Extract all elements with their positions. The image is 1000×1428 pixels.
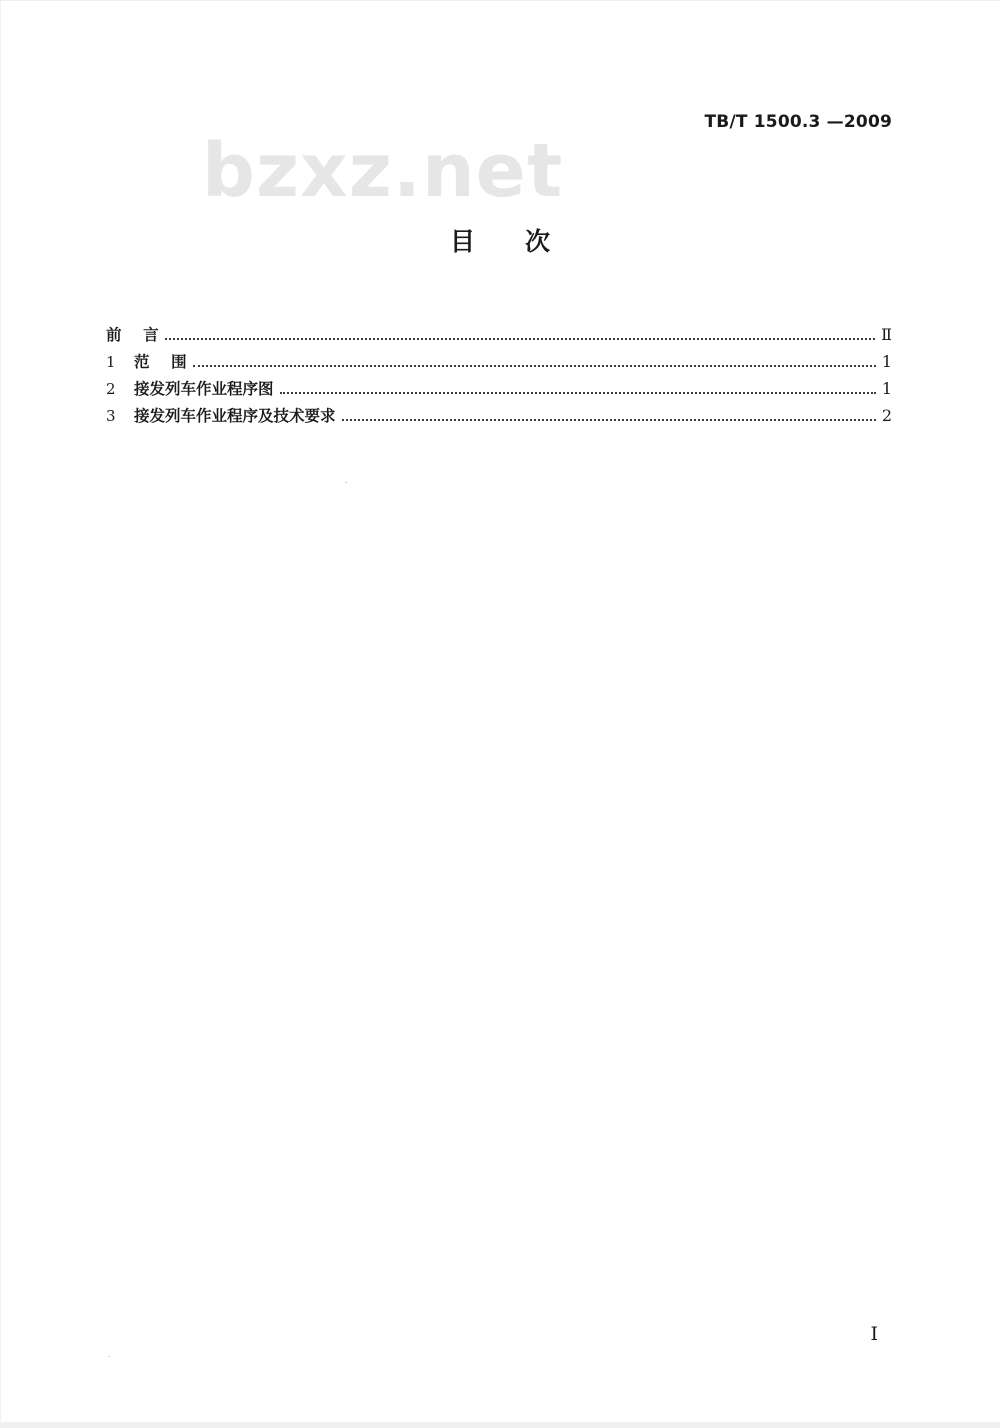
toc-entry-page: 2 — [881, 406, 892, 425]
table-of-contents — [106, 318, 892, 426]
toc-entry-page: Ⅱ — [881, 325, 892, 344]
toc-entry-procedure-diagram[interactable] — [106, 372, 892, 399]
toc-entry-title: 前 言 — [106, 326, 159, 344]
page-number: I — [870, 1323, 878, 1345]
toc-entry-number: 2 — [106, 380, 116, 398]
toc-entry-procedure-requirements[interactable] — [106, 399, 892, 426]
toc-entry-title: 接发列车作业程序图 — [134, 380, 274, 398]
toc-entry-scope[interactable] — [106, 345, 892, 372]
document-code: TB/T 1500.3 —2009 — [704, 112, 892, 132]
toc-entry-page: 1 — [881, 352, 892, 371]
toc-dot-leader — [165, 337, 876, 340]
toc-entry-title: 范 围 — [134, 353, 187, 371]
toc-entry-number: 3 — [106, 407, 116, 425]
toc-entry-title: 接发列车作业程序及技术要求 — [134, 407, 336, 425]
toc-dot-leader — [280, 391, 876, 394]
toc-entry-number: 1 — [106, 353, 116, 371]
scan-speck — [108, 1356, 110, 1357]
toc-entry-page: 1 — [881, 379, 892, 398]
toc-dot-leader — [193, 364, 876, 367]
toc-entry-foreword[interactable] — [106, 318, 892, 345]
toc-title: 目次 — [449, 227, 600, 256]
toc-dot-leader — [342, 418, 876, 421]
watermark: bzxz.net — [202, 128, 564, 214]
scan-speck — [345, 482, 347, 483]
